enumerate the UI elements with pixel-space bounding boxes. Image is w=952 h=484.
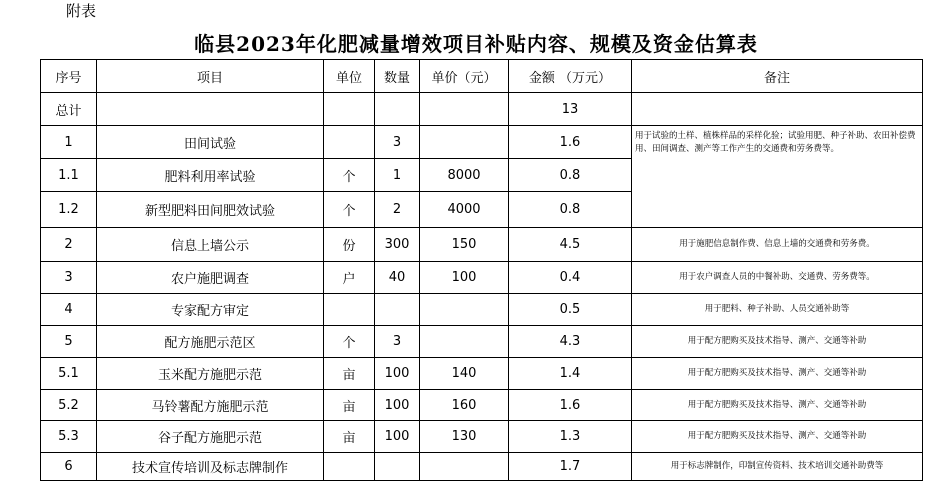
header-qty: 数量 [375, 60, 420, 93]
row-price: 130 [420, 421, 509, 453]
row-seq: 1 [41, 126, 97, 159]
row-qty [375, 294, 420, 326]
row-unit: 个 [324, 159, 375, 192]
row-qty: 100 [375, 390, 420, 421]
row-unit: 份 [324, 228, 375, 262]
row-unit [324, 294, 375, 326]
row-amount: 1.3 [509, 421, 632, 453]
cell-empty [420, 93, 509, 126]
row-qty: 3 [375, 126, 420, 159]
row-amount: 1.6 [509, 390, 632, 421]
row-item: 农户施肥调查 [97, 262, 324, 294]
header-remark: 备注 [632, 60, 923, 93]
row-amount: 4.3 [509, 326, 632, 358]
header-amount: 金额 （万元） [509, 60, 632, 93]
row-seq: 5.1 [41, 358, 97, 390]
row-item: 专家配方审定 [97, 294, 324, 326]
row-remark: 用于农户调查人员的中餐补助、交通费、劳务费等。 [632, 262, 923, 294]
row-qty: 2 [375, 192, 420, 228]
attachment-label: 附表 [66, 2, 97, 20]
row-remark: 用于配方肥购买及技术指导、测产、交通等补助 [632, 326, 923, 358]
row-qty: 3 [375, 326, 420, 358]
row-unit [324, 453, 375, 481]
row-item: 配方施肥示范区 [97, 326, 324, 358]
row-seq: 1.1 [41, 159, 97, 192]
row-price [420, 294, 509, 326]
row-item: 马铃薯配方施肥示范 [97, 390, 324, 421]
row-seq: 5 [41, 326, 97, 358]
row-item: 玉米配方施肥示范 [97, 358, 324, 390]
row-remark-group-1: 用于试验的土样、植株样品的采样化验；试验用肥、种子补助、农田补偿费用、田间调查、测产等工作产生的交通费和劳务费等。 [632, 126, 923, 228]
header-unit: 单位 [324, 60, 375, 93]
row-unit [324, 126, 375, 159]
row-qty: 100 [375, 358, 420, 390]
table-row [41, 326, 923, 358]
header-price: 单价（元） [420, 60, 509, 93]
row-price: 100 [420, 262, 509, 294]
row-seq: 4 [41, 294, 97, 326]
cell-empty [97, 93, 324, 126]
budget-table [40, 59, 923, 481]
row-price: 4000 [420, 192, 509, 228]
row-unit: 亩 [324, 421, 375, 453]
row-qty: 300 [375, 228, 420, 262]
total-label: 总计 [41, 93, 97, 126]
header-item: 项目 [97, 60, 324, 93]
row-amount: 1.7 [509, 453, 632, 481]
row-amount: 1.4 [509, 358, 632, 390]
row-remark: 用于肥料、种子补助、人员交通补助等 [632, 294, 923, 326]
table-row [41, 421, 923, 453]
table-row [41, 294, 923, 326]
row-seq: 3 [41, 262, 97, 294]
cell-empty [375, 93, 420, 126]
header-seq: 序号 [41, 60, 97, 93]
row-item: 田间试验 [97, 126, 324, 159]
row-unit: 户 [324, 262, 375, 294]
table-header-row [41, 60, 923, 93]
row-remark: 用于配方肥购买及技术指导、测产、交通等补助 [632, 358, 923, 390]
table-row [41, 358, 923, 390]
row-unit: 亩 [324, 390, 375, 421]
row-item: 肥料利用率试验 [97, 159, 324, 192]
document-title: 临县2023年化肥减量增效项目补贴内容、规模及资金估算表 [194, 32, 758, 56]
row-amount: 0.4 [509, 262, 632, 294]
row-seq: 6 [41, 453, 97, 481]
row-price: 8000 [420, 159, 509, 192]
row-amount: 1.6 [509, 126, 632, 159]
row-qty: 40 [375, 262, 420, 294]
row-remark: 用于标志牌制作，印制宣传资料、技术培训交通补助费等 [632, 453, 923, 481]
row-seq: 5.3 [41, 421, 97, 453]
table-row [41, 228, 923, 262]
row-unit: 个 [324, 326, 375, 358]
row-amount: 0.8 [509, 192, 632, 228]
row-remark: 用于施肥信息制作费、信息上墙的交通费和劳务费。 [632, 228, 923, 262]
total-row [41, 93, 923, 126]
cell-empty [632, 93, 923, 126]
row-item: 信息上墙公示 [97, 228, 324, 262]
row-price: 160 [420, 390, 509, 421]
table-row [41, 262, 923, 294]
row-unit: 亩 [324, 358, 375, 390]
row-price: 140 [420, 358, 509, 390]
row-remark: 用于配方肥购买及技术指导、测产、交通等补助 [632, 390, 923, 421]
row-price [420, 453, 509, 481]
row-unit: 个 [324, 192, 375, 228]
row-item: 谷子配方施肥示范 [97, 421, 324, 453]
row-amount: 0.8 [509, 159, 632, 192]
row-price [420, 126, 509, 159]
row-seq: 5.2 [41, 390, 97, 421]
total-amount: 13 [509, 93, 632, 126]
row-price [420, 326, 509, 358]
table-row [41, 390, 923, 421]
row-amount: 0.5 [509, 294, 632, 326]
row-item: 新型肥料田间肥效试验 [97, 192, 324, 228]
table-row [41, 126, 923, 159]
row-qty [375, 453, 420, 481]
row-remark: 用于配方肥购买及技术指导、测产、交通等补助 [632, 421, 923, 453]
row-qty: 1 [375, 159, 420, 192]
row-seq: 2 [41, 228, 97, 262]
table-row [41, 453, 923, 481]
row-price: 150 [420, 228, 509, 262]
row-amount: 4.5 [509, 228, 632, 262]
row-item: 技术宣传培训及标志牌制作 [97, 453, 324, 481]
cell-empty [324, 93, 375, 126]
row-qty: 100 [375, 421, 420, 453]
row-seq: 1.2 [41, 192, 97, 228]
